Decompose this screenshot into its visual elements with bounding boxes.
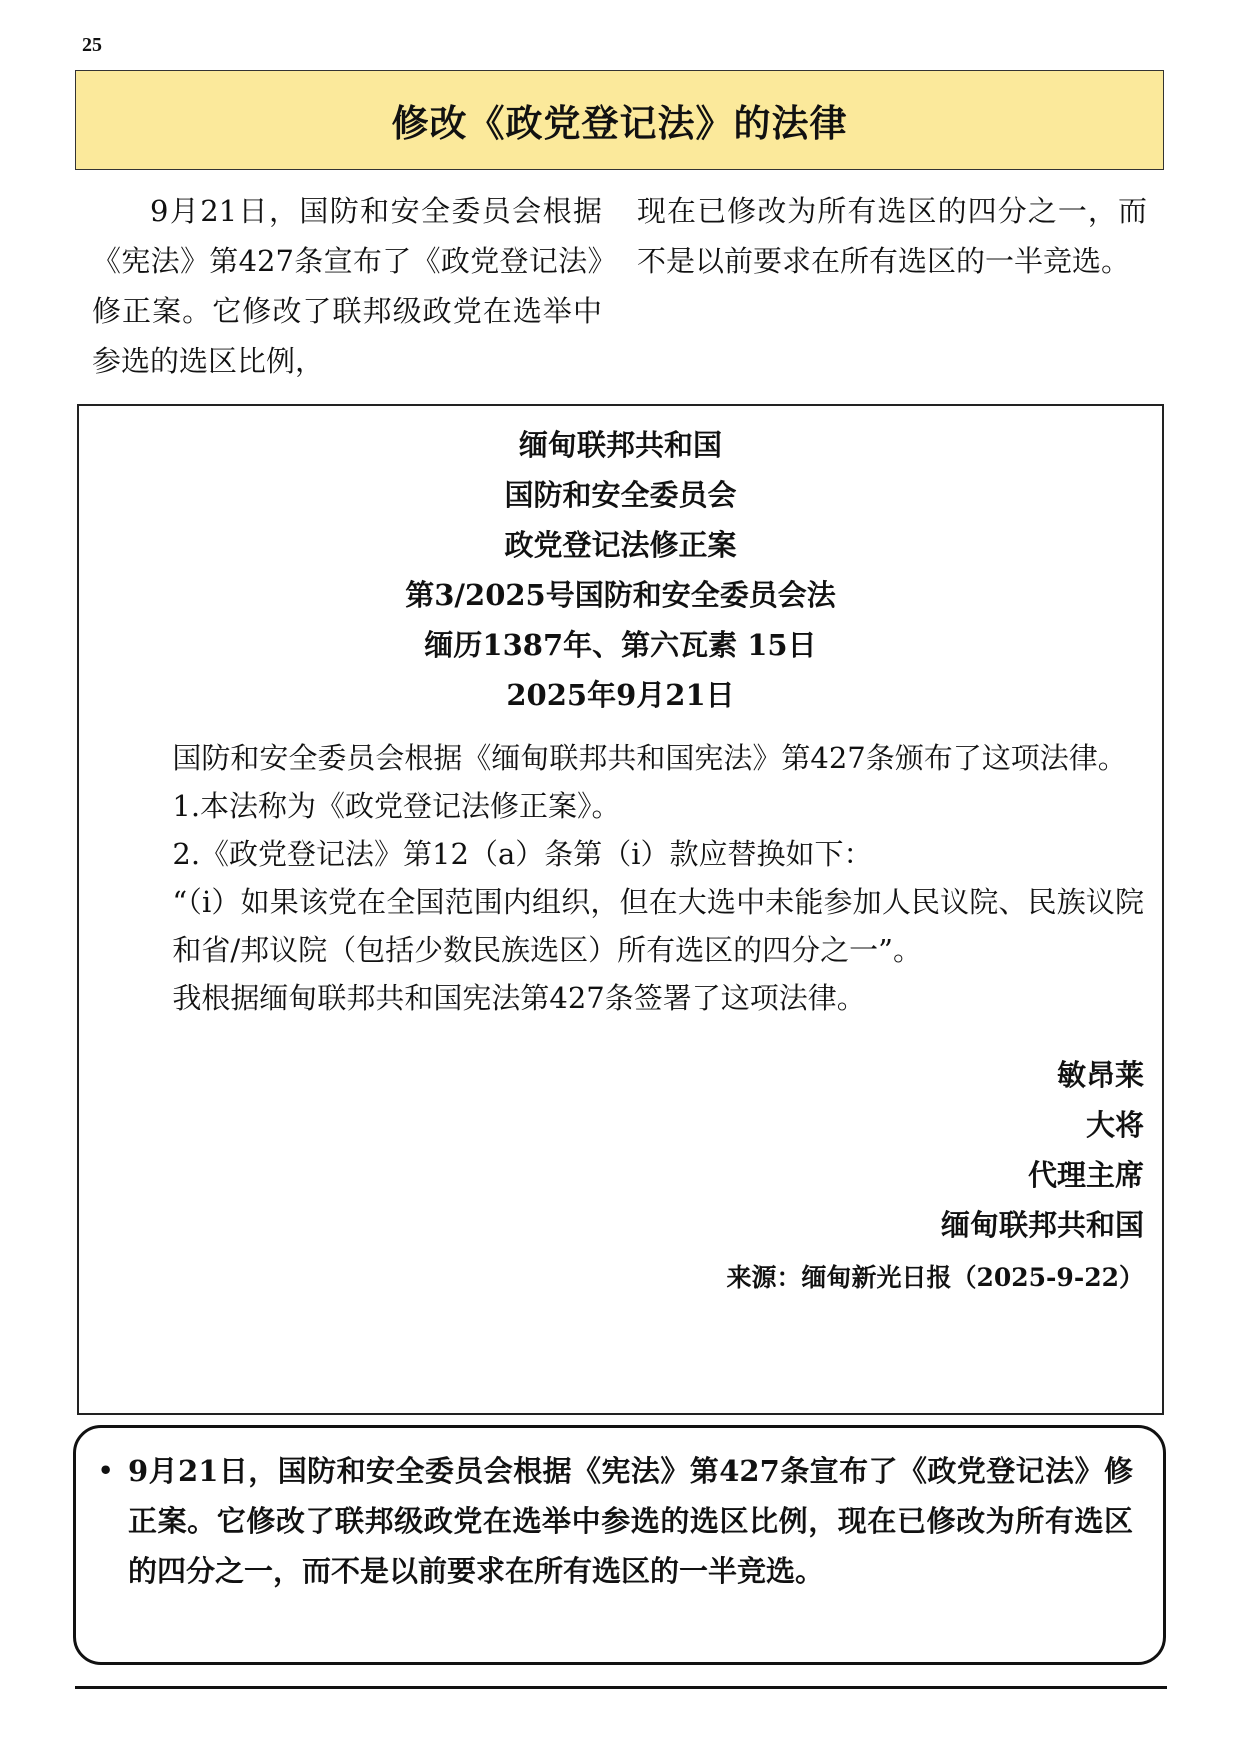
signature-position: 代理主席 — [1027, 1158, 1144, 1192]
law-header-law-number: 第3/2025号国防和安全委员会法 — [405, 578, 836, 612]
law-preamble: 国防和安全委员会根据《缅甸联邦共和国宪法》第427条颁布了这项法律。 — [172, 741, 1127, 775]
signature-country: 缅甸联邦共和国 — [940, 1208, 1144, 1242]
title-banner — [75, 70, 1164, 170]
intro-section — [92, 186, 1147, 386]
law-item-2: 2.《政党登记法》第12（a）条第（i）款应替换如下： — [172, 837, 873, 871]
summary-box — [73, 1425, 1166, 1665]
signature-block — [97, 1050, 1144, 1250]
summary-text: 9月21日，国防和安全委员会根据《宪法》第427条宣布了《政党登记法》修正案。它修改了联邦级政党在选举中参选的选区比例，现在已修改为所有选区的四分之一，而不是以前要求在所有选区的一半竞选。 — [128, 1454, 1133, 1588]
law-header-law-title: 政党登记法修正案 — [504, 528, 737, 562]
law-header-date: 2025年9月21日 — [506, 678, 735, 712]
bullet-icon: • — [98, 1456, 114, 1485]
law-body — [97, 734, 1144, 1022]
law-header-committee: 国防和安全委员会 — [504, 478, 737, 512]
law-closing: 我根据缅甸联邦共和国宪法第427条签署了这项法律。 — [172, 981, 866, 1015]
intro-column-1: 9月21日，国防和安全委员会根据《宪法》第427条宣布了《政党登记法》修正案。它修改了联邦级政党在选举中参选的选区比例， — [92, 194, 602, 378]
law-quote: “（i）如果该党在全国范围内组织，但在大选中未能参加人民议院、民族议院和省/邦议院（包括少数民族选区）所有选区的四分之一”。 — [172, 885, 1144, 967]
page-number: 25 — [82, 34, 102, 56]
intro-column-2: 现在已修改为所有选区的四分之一，而不是以前要求在所有选区的一半竞选。 — [637, 194, 1147, 278]
law-header-myanmar-date: 缅历1387年、第六瓦素 15日 — [424, 628, 817, 662]
page-title: 修改《政党登记法》的法律 — [391, 101, 848, 145]
law-item-1: 1.本法称为《政党登记法修正案》。 — [172, 789, 621, 823]
bottom-divider — [75, 1686, 1167, 1689]
law-header — [97, 420, 1144, 720]
signature-rank: 大将 — [1085, 1108, 1144, 1142]
law-header-country: 缅甸联邦共和国 — [518, 428, 722, 462]
source-citation: 来源：缅甸新光日报（2025-9-22） — [726, 1263, 1144, 1292]
law-text-box — [77, 404, 1164, 1415]
signature-name: 敏昂莱 — [1056, 1058, 1144, 1092]
